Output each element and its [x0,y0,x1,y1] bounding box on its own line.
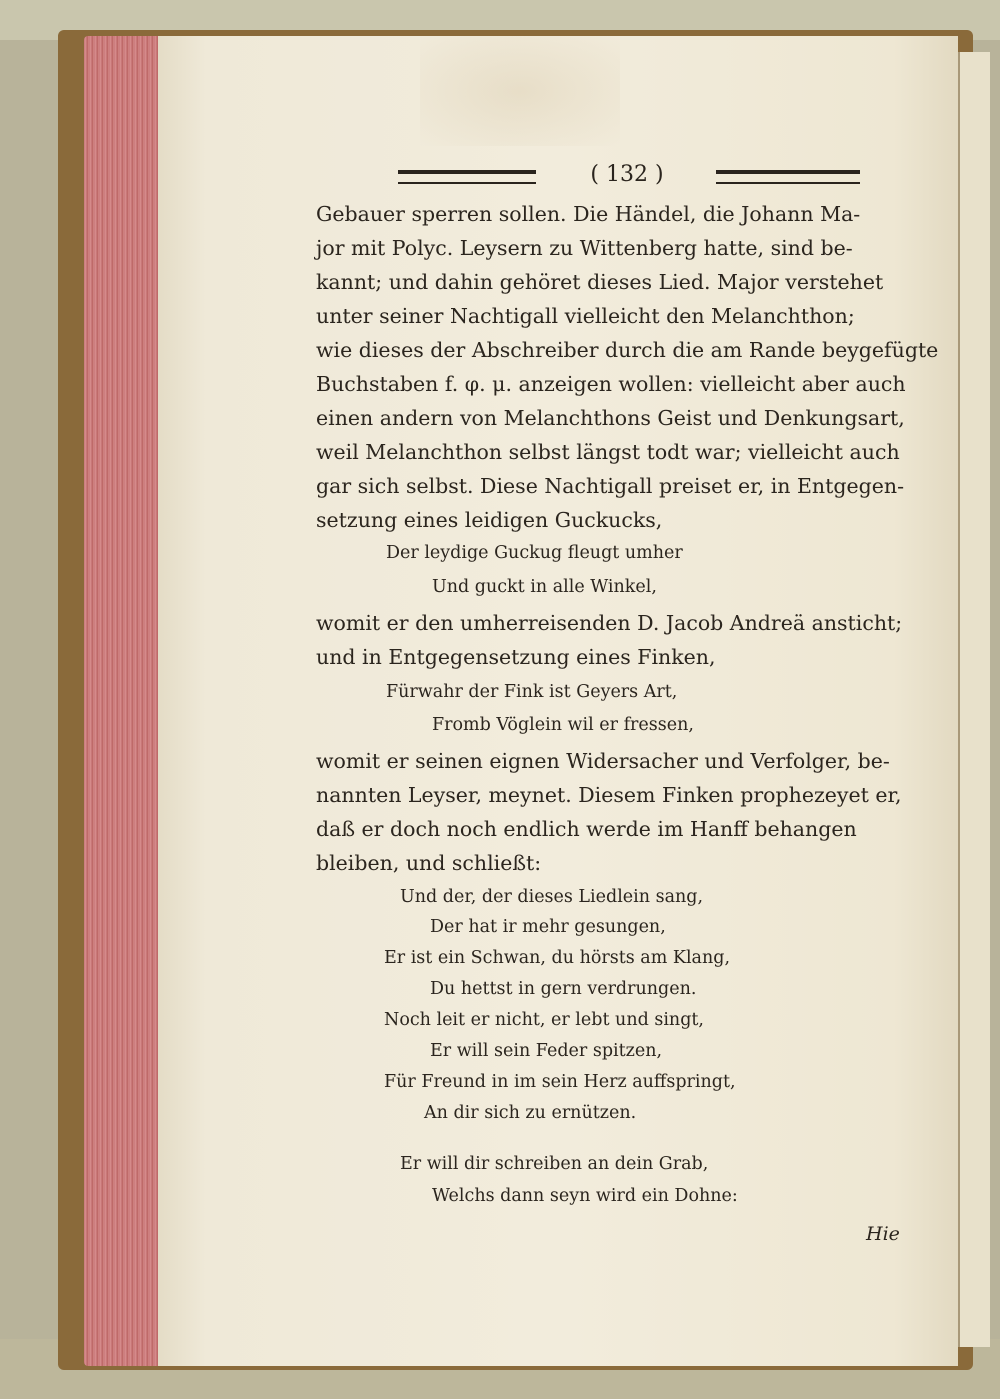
page-header [398,162,860,186]
text-line: nannten Leyser, meynet. Diesem Finken prophezeyet er, [316,783,902,807]
header-rule-right [716,170,860,184]
text-line: jor mit Polyc. Leysern zu Wittenberg hatte, sind be- [316,236,853,260]
text-line: daß er doch noch endlich werde im Hanff behangen [316,817,857,841]
verse-line: Welchs dann seyn wird ein Dohne: [432,1186,738,1206]
verse-line: Er ist ein Schwan, du hörsts am Klang, [384,948,731,968]
text-line: womit er seinen eignen Widersacher und Verfolger, be- [316,749,890,773]
verse-line: Für Freund in im sein Herz auffspringt, [384,1072,736,1092]
verse-line: Der hat ir mehr gesungen, [430,917,666,937]
text-line: Gebauer sperren sollen. Die Händel, die Johann Ma- [316,202,861,226]
text-line: gar sich selbst. Diese Nachtigall preiset er, in Entgegen- [316,474,905,498]
verse-line: Der leydige Guckug fleugt umher [386,543,683,563]
text-line: einen andern von Melanchthons Geist und Denkungsart, [316,406,905,430]
verse-line: Fromb Vöglein wil er fressen, [432,715,694,735]
verse-line: Er will dir schreiben an dein Grab, [400,1154,709,1174]
text-line: und in Entgegensetzung eines Finken, [316,645,716,669]
verse-line: Noch leit er nicht, er lebt und singt, [384,1010,704,1030]
catchword: Hie [866,1223,900,1245]
text-line: kannt; und dahin gehöret dieses Lied. Major verstehet [316,270,884,294]
verse-line: Fürwahr der Fink ist Geyers Art, [386,682,678,702]
text-line: setzung eines leidigen Guckucks, [316,508,663,532]
text-line: wie dieses der Abschreiber durch die am Rande beygefügte [316,338,939,362]
verse-line: Er will sein Feder spitzen, [430,1041,663,1061]
text-line: weil Melanchthon selbst längst todt war; vielleicht auch [316,440,900,464]
verse-line: Und guckt in alle Winkel, [432,577,657,597]
text-line: bleiben, und schließt: [316,851,542,875]
text-line: unter seiner Nachtigall vielleicht den Melanchthon; [316,304,855,328]
page-edges [84,36,160,1366]
verse-line: Und der, der dieses Liedlein sang, [400,887,704,907]
verse-line: An dir sich zu ernützen. [424,1103,637,1123]
header-rule-left [398,170,536,184]
page-stain [420,36,620,146]
text-line: Buchstaben f. φ. μ. anzeigen wollen: vielleicht aber auch [316,372,906,396]
text-line: womit er den umherreisenden D. Jacob Andreä ansticht; [316,611,903,635]
verse-line: Du hettst in gern verdrungen. [430,979,697,999]
facing-page-edge [958,52,990,1347]
page-number: ( 132 ) [590,162,664,187]
